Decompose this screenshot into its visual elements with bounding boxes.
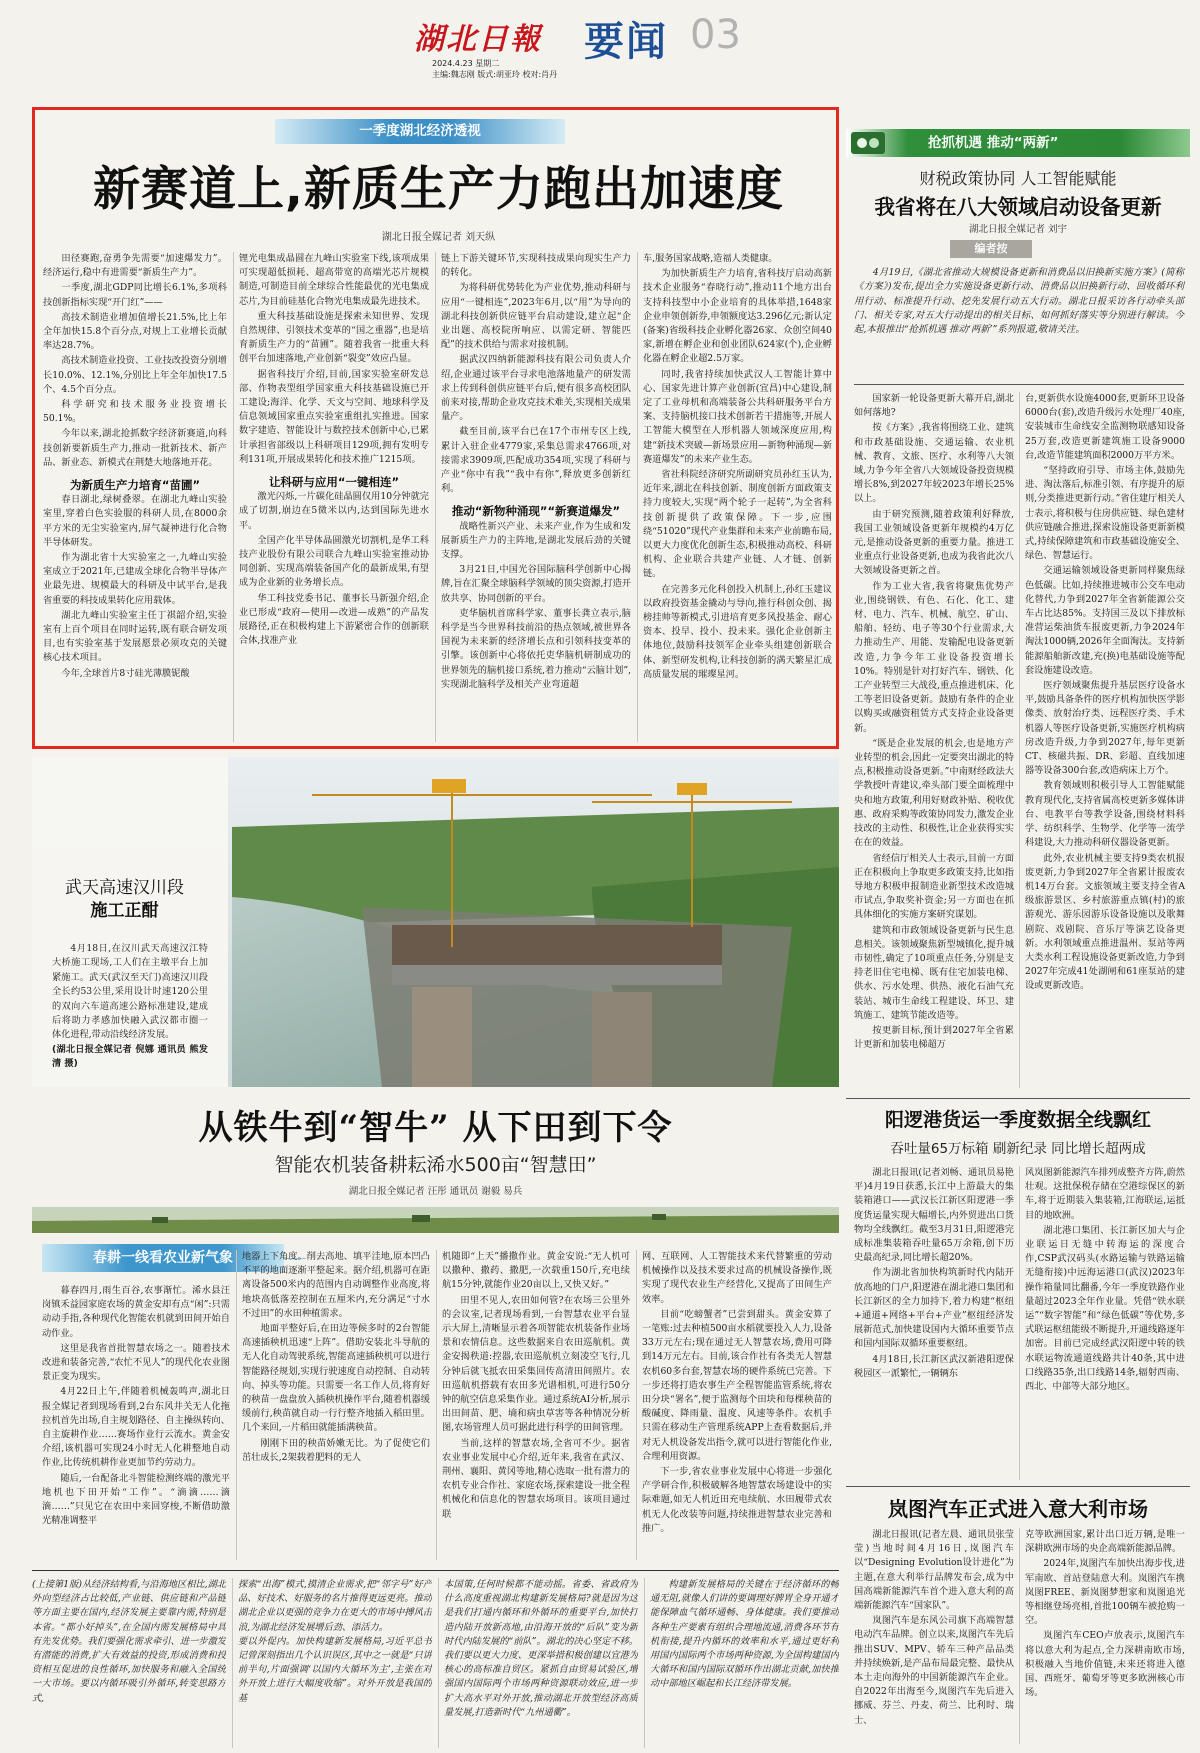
paragraph: 全国产化半导体晶圆激光切割机,是华工科技产业股份有限公司联合九峰山实验室推动协同创新、实现高端装备国产化的最新成果,有望成为企业新的业务增长点。 <box>239 534 429 589</box>
port-column-1 <box>854 1166 1014 1480</box>
article-subheadline: 财税政策协同 人工智能赋能 <box>919 169 1117 188</box>
farm-field-illustration <box>32 1207 839 1233</box>
paragraph: 一季度,湖北GDP同比增长6.1%,多项科技创新指标实现“开门红”—— <box>43 282 227 308</box>
paragraph: 按更新目标,预计到2027年全省累计更新和加装电梯超万 <box>854 1024 1014 1051</box>
paragraph: 由于研究预测,随着政策利好释放,我国工业领域设备更新年规模约4万亿元,是推动设备更新的重要力量。推进工业重点行业设备更新,也成为我省此次八大领域设备更新之首。 <box>854 508 1014 577</box>
column-rule <box>232 1578 233 1748</box>
paragraph: 机随即“上天”播撒作业。黄金安说:“无人机可以撒种、撒药、撒肥,一次载重150斤,充电续航15分钟,就能作业20亩以上,又快又好。” <box>442 1251 630 1291</box>
paragraph: 春日湖北,绿树叠翠。在湖北九峰山实验室里,穿着白色实验服的科研人员,在8000余平方米的无尘实验室内,屏气凝神进行化合物半导体研发。 <box>43 494 227 548</box>
paragraph: 高技术制造业增加值增长21.5%,比上年全年加快15.8个百分点,对规上工业增长贡献率达28.7%。 <box>43 311 227 352</box>
paragraph: 激光闪烁,一片碳化硅晶圆仅用10分钟就完成了切割,崩边在5微米以内,达到国际先进水平。 <box>239 491 429 531</box>
paragraph: 台,更新供水设施4000套,更新环卫设备6000台(套),改造升级污水处理厂40座,安装城市生命线安全监测物联感知设备25万套,改造更新建筑施工设备9000台,改造节能建筑面积2000万平方米。 <box>1025 393 1185 461</box>
paragraph: 为将科研优势转化为产业优势,推动科研与应用“一键相连”,2023年6月,以“用”为导向的湖北科技创新供应链平台启动建设,建立起“企业出题、高校院所响应、以需定研、智能匹配”的技术供给与需求对接机制。 <box>441 282 631 351</box>
editor-note-text: 4月19日,《湖北省推动大规模设备更新和消费品以旧换新实施方案》(简称《方案》)发布,提出全力实施设备更新行动、消费品以旧换新行动、回收循环利用行动、标准提升行动、挖先发展行动五大行动。湖北日报采访各行动牵头部门、相关专家,对五大行动提出的相关目标、如何抓好落实等分别进行解读。今起,本报推出“抢抓机遇 推动‘两新’”系列报道,敬请关注。 <box>854 267 1184 336</box>
column-rule <box>1019 1528 1020 1744</box>
paragraph: 4月22日上午,伴随着机械轰鸣声,湖北日报全媒记者到现场看到,2台东风井关无人化拖拉机首先出场,自主规划路径、自主操纵转向、自主旋耕作业……赛场作业行云流水。黄金安介绍,该机器可实现24小时无人化耕整地自动作业,比传统机耕作业更加节约劳动力。 <box>42 1386 230 1469</box>
divider <box>854 384 1184 385</box>
editor-note-tag: 编者按 <box>950 240 1032 258</box>
paragraph: 湖北日报讯(记者刘畅、通讯员易艳平)4月19日获悉,长江中上游最大的集装箱港口——武汉长江新区阳逻港一季度货运量实现大幅增长,内外贸进出口货物均全线飘红。截至3月31日,阳逻港完成标准集装箱吞吐量65万余箱,创下历史最高纪录,同比增长超20%。 <box>854 1167 1014 1264</box>
paragraph: 作为湖北省加快构筑新时代内陆开放高地的门户,阳逻港在湖北港口集团和长江新区的全力加持下,着力构建“枢纽+通道+网络+平台+产业”枢纽经济发展新范式,加快建设国内大循环重要节点和国内国际双循环重要枢纽。 <box>854 1267 1014 1350</box>
port-column-2 <box>1025 1166 1185 1480</box>
port-story-subheadline: 吞吐量65万标箱 刷新纪录 同比增长超两成 <box>890 1141 1146 1157</box>
paragraph: 网、互联网、人工智能技术来代替繁重的劳动机械操作以及技术要求过高的机械设备操作,既实现了现代农业生产经营化,又提高了田间生产效率。 <box>642 1251 832 1305</box>
paragraph: 据省科技厅介绍,目前,国家实验室研发总部、作物表型组学国家重大科技基础设施已开工建设;海洋、化学、天文与空间、地球科学及信息领域国家重点实验室重组扎实推进。国家数字建造、智能设计与数控技术创新中心,已累计承担省部级以上科研项目129项,拥有发明专利131项,开展成果转化和技术推广1215项。 <box>239 368 429 465</box>
column-rule <box>435 252 436 742</box>
paragraph: 岚图汽车CEO卢放表示,岚图汽车将以意大利为起点,全力深耕南欧市场,积极融入当地价值链,未来还将进入德国、西班牙、葡萄牙等更多欧洲核心市场。 <box>1025 1630 1185 1699</box>
farm-story-byline: 湖北日报全媒记者 汪彤 通讯员 谢毅 易兵 <box>348 1186 523 1197</box>
farm-story-subheadline: 智能农机装备耕耘浠水500亩“智慧田” <box>274 1154 597 1176</box>
paragraph: 田径赛跑,奋勇争先需要“加速爆发力”。经济运行,稳中有进需要“新质生产力”。 <box>43 253 227 279</box>
paragraph: 科学研究和技术服务业投资增长50.1%。 <box>43 399 227 425</box>
farm-column-4 <box>642 1250 832 1560</box>
paragraph: 交通运输领域设备更新同样聚焦绿色低碳。比如,持续推进城市公交车电动化替代,力争到2027年全省新能源公交车占比达85%。支持国三及以下排放标准营运柴油货车报废更新,力争2024年淘汰1000辆,2026年全面淘汰。支持新能源船舶新改建,充(换)电基础设施等配套设施建设改造。 <box>1025 565 1185 676</box>
paragraph: 构建新发展格局的关键在于经济循环的畅通无阻,就像人们讲的要调理好脾胃全身开通才能保障血气循环通畅、身体健康。我们要推动各种生产要素有组织合理地流通,消费各环节有机衔接,提升内循环的效率和水平,通过更好利用国内国际两个市场两种资源,为全国构建国内大循环和国内国际双循环作出湖北贡献,加快推动中部地区崛起和长江经济带发展。 <box>650 1579 839 1690</box>
paragraph: “坚持政府引导、市场主体,鼓励先进、淘汰落后,标准引领、有序提升的原则,分类推进更新行动。”省住建厅相关人士表示,将积极与住房供应链、绿色建材供应链融合推进,探索设施设备更新新模式,持续保障建筑和市政基础设施安全、绿色、智慧运行。 <box>1025 465 1185 562</box>
page-number: 03 <box>690 12 741 58</box>
continuation-column-1 <box>32 1578 226 1748</box>
column-rule <box>436 1250 437 1560</box>
paragraph: 岚图汽车是东风公司旗下高端智慧电动汽车品牌。创立以来,岚图汽车先后推出SUV、MPV、轿车三种产品品类并持续焕新,是产品布局最完整、最快从本土走向海外的中国新能源汽车企业。自2022年出海至今,岚图汽车先后进入挪威、芬兰、丹麦、荷兰、比利时、瑞士、 <box>854 1615 1014 1726</box>
farm-story-headline[interactable]: 从铁牛到“智牛” 从下田到下令 <box>198 1108 673 1148</box>
paragraph: 今年,全球首片8寸硅光薄膜铌酸 <box>61 667 190 679</box>
paragraph: 医疗领域聚焦提升基层医疗设备水平,鼓励具备条件的医疗机构加快医学影像类、放射治疗类、远程医疗类、手术机器人等医疗设备更新,实施医疗机构病房改造升级,力争到2027年,每年更新CT、核磁共振、DR、彩超、直线加速器等设备300台套,改造病床上万个。 <box>1025 680 1185 777</box>
paragraph: 华工科技党委书记、董事长马新强介绍,企业已形成“政府—使用—改进—成熟”的产品发展路径,正在积极构建上下游紧密合作的创新联合体,找准产业 <box>239 592 429 647</box>
continuation-column-2 <box>238 1578 432 1748</box>
paragraph: 随后,一台配备北斗智能检测终端的激光平地机也下田开始“工作”。“滴滴……滴滴……”只见它在农田中来回穿梭,不断借助激光精准调整平 <box>42 1472 230 1527</box>
article-byline: 湖北日报全媒记者 刘宇 <box>968 224 1068 235</box>
column-rule <box>233 252 234 742</box>
paragraph: 省社科院经济研究所副研究员孙红玉认为,近年来,湖北在科技创新、制度创新方面政策支持力度较大,实现“两个轮子一起转”,为全省科技创新提供了政策保障。下一步,应围绕“51020”现代产业集群和未来产业前瞻布局,以更大力度优化创新生态,积极推动高校、科研机构、企业联合共建产业链、人才链、创新链。 <box>643 469 832 580</box>
lead-story-frame <box>32 107 839 749</box>
voyah-story-headline[interactable]: 岚图汽车正式进入意大利市场 <box>888 1497 1148 1521</box>
paragraph: 田里不见人,农田如何管?在农场三公里外的会议室,记者现场看到,一台智慧农业平台显示大屏上,清晰显示着各项智能农机装备作业场景和农情信息。这些数据来自农田巡航机。黄金安揭秩道:控器,农田巡航机立刻凌空飞行,几分钟后就飞抵农田采集回传高清田间照片。农田巡航机搭载有农田多光谱相机,可进行50分钟的航空信息采集作业。通过系统AI分析,展示出田间苗、肥、墒和病虫草害等各种情况分析图,农场管理人员可据此进行科学的田间管理。 <box>442 1294 630 1434</box>
continuation-column-3 <box>444 1578 638 1748</box>
paragraph: 湖北日报讯(记者左晨、通讯员张莹莹)当地时间4月16日,岚图汽车以“Designing Evolution设计进化”为主题,在意大利举行品牌发布会,成为中国高端新能源汽车首个进入意大利的高端新能源汽车“国家队”。 <box>854 1529 1014 1612</box>
paragraph: 截至目前,该平台已在17个市州专区上线,累计入驻企业4779家,采集总需求4766项,对接需求3909项,匹配成功354项,实现了科研与产业“你中有我”“我中有你”,释放更多创新红利。 <box>441 426 631 495</box>
paragraph: 车,服务国家战略,造福人类健康。 <box>643 253 778 264</box>
editor-note <box>854 266 1184 337</box>
photo-title-line: 武天高速汉川段 <box>65 878 184 898</box>
paragraph: 作为工业大省,我省将聚焦优势产业,围绕钢铁、有色、石化、化工、建材、电力、汽车、机械、航空、矿山、船舶、轻纺、电子等30个行业需求,大力推动生产、用能、发输配电设备更新改造,力争今年工业设备投资增长10%。特别是针对打好汽车、钢铁、化工产业转型三大战役,重点推进机床、化工等老旧设备更新。鼓励有条件的企业以购买或融资租赁方式支持企业设备更新。 <box>854 580 1014 734</box>
photo-caption-text: 4月18日,在汉川武天高速汉江特大桥施工现场,工人们在主墩平台上加紧施工。武天(武汉至天门)高速汉川段全长约53公里,采用设计时速120公里的双向六车道高速公路标准建设,建成后将助力孝感加快融入武汉都市圈一体化进程,带动沿线经济发展。 <box>52 943 208 1041</box>
paragraph: 3月21日,中国光谷国际脑科学创新中心揭牌,旨在汇聚全球脑科学领域的顶尖资源,打造开放共享、协同创新的平台。 <box>441 564 631 604</box>
paragraph: 下一步,省农业事业发展中心将进一步强化产学研合作,积极破解各地智慧农场建设中的实际难题,如无人机近田充电续航、水田履带式农机无人化改装等问题,持续推进智慧农业完善和推广。 <box>642 1466 832 1534</box>
paragraph: 地面平整好后,在田边等候多时的2台智能高速插秧机迅速“上阵”。借助安装北斗导航的无人化自动驾驶系统,智能高速插秧机可以进行智能路径规划,实现行驶速度自动控制、自动转向、掉头等功能。只需要一名工作人员,将育好的秧苗一盘盘放入插秧机操作平台,随着机器缓缓前行,秧苗就自动一行行整齐地插入稻田里。几个来回,一片稻田就能插满秧苗。 <box>242 1323 430 1434</box>
equipment-column-1 <box>854 392 1014 1088</box>
section-title: 要闻 <box>584 19 668 65</box>
farm-column-2 <box>242 1250 430 1560</box>
subheading: 为新质生产力培育“苗圃” <box>69 478 201 493</box>
lead-story-headline[interactable]: 新赛道上,新质生产力跑出加速度 <box>93 162 784 217</box>
column-rule <box>1019 1166 1020 1480</box>
photo-credit: (湖北日报全媒记者 倪娜 通讯员 熊发清 摄) <box>52 1043 208 1070</box>
paragraph: 这里是我省首批智慧农场之一。随着技术改进和装备完善,“农忙不见人”的现代化农业图景正变为现实。 <box>42 1342 230 1383</box>
photo-title <box>32 877 217 923</box>
paragraph: 4月18日,长江新区武汉新港阳逻保税园区一派繁忙,一辆辆东 <box>854 1353 1014 1379</box>
paragraph: 此外,农业机械主要支持9类农机报废更新,力争到2027年全省累计报废农机14万台套。文旅领域主要支持全省A级旅游景区、乡村旅游重点镇(村)的旅游观光、游乐园游乐设备设施以及歌舞剧院、戏剧院、音乐厅等演艺设备更新。水利领域重点推进温州、泵站等两大类水利工程设施设备更新改造,力争到2027年完成41处湖闸和61座泵站的建设或更新改造。 <box>1025 852 1185 992</box>
paragraph: 暮春四月,雨生百谷,农事渐忙。浠水县汪岗镇禾益园家庭农场的黄金安却有点“闲”:只需动动手指,各种现代化智能农机就到田间开始自动作业。 <box>42 1285 230 1339</box>
paragraph: 建筑和市政领域设备更新与民生息息相关。该领域聚焦新型城镇化,提升城市韧性,确定了10项重点任务,分别是支持老旧住宅电梯、既有住宅加装电梯、供水、污水处理、供热、液化石油气充装站、城市生命线工程建设、环卫、建筑施工、建筑节能改造等。 <box>854 924 1014 1021</box>
paragraph: (上接第1版)从经济结构看,与沿海地区相比,湖北外向型经济占比较低,产业链、供应链和产品链等方面主要在国内,经济发展主要靠内需,特别是本省。“都小好掉头”,在全国内需发展格局中具有先发优势。我们要强化需求牵引、进一步激发有潜能的消费,扩大有效益的投资,形成消费和投资相互促进的良性循环,加快服务和融入全国统一大市场。要以内循环吸引外循环,转变思路方式, <box>32 1579 226 1704</box>
series-kicker-label: 抢抓机遇 推动“两新” <box>928 135 1059 151</box>
column-rule <box>1019 392 1020 1088</box>
paragraph: “既是企业发展的机会,也是地方产业转型的机会,因此一定要突出湖北的特点,积极推动设备更新。”中南财经政法大学教授叶青建议,牵头部门要全面梳理中央和地方政策,利用好财政补贴、税收优惠、政府采购等政策协同发力,激发企业技改的主动性、积极性,让企业获得实实在在的效益。 <box>854 737 1014 849</box>
photo-caption <box>52 942 208 1072</box>
column-rule <box>637 252 638 742</box>
farm-column-1 <box>42 1284 230 1560</box>
port-story-headline[interactable]: 阳逻港货运一季度数据全线飘红 <box>884 1109 1151 1131</box>
series-banner: 春耕一线看农业新气象 <box>42 1244 284 1272</box>
lead-story-kicker: 一季度湖北经济透视 <box>275 119 565 144</box>
column-rule <box>236 1250 237 1560</box>
editor-credits: 主编:魏志刚 版式:胡亚玲 校对:肖丹 <box>432 70 558 79</box>
paragraph: 按《方案》,我省将围绕工业、建筑和市政基础设施、交通运输、农业机械、教育、文旅、医疗、水利等八大领域,力争今年全省八大领域设备投资规模增长8%,到2027年较2023年增长25%以上。 <box>854 422 1014 505</box>
photo-title-line: 施工正酣 <box>90 901 159 921</box>
divider <box>846 1486 1190 1487</box>
paragraph: 探索“出海”模式,摸清企业需求,把“邻字号”好产品、好技术、好服务的名片推得更远更亮。推动湖北企业以更强的竞争力在更大的市场中搏风击浪,为湖北经济发展增后劲、添活力。 要以外促内。加快构建新发展格局,习近平总书记曾深刻指出几个认识误区,其中之一就是“只讲前半句,片面强调‘以国内大循环为主’,主张在对外开放上进行大幅度收缩”。对外开放是我国的基 <box>238 1579 432 1704</box>
farm-column-3 <box>442 1250 630 1560</box>
paragraph: 本国策,任何时候都不能动摇。省委、省政府为什么高度重视湖北构建新发展格局?就是因为这是我们打通内循环和外循环的重要平台,加快打造内陆开放新高地,由沿海开放的“后队”变为新时代内陆发展的“前队”。湖北的决心坚定不移。我们要以更大力度、更深举措积极创建以宜港为核心的高标准自贸区。紧抓自由贸易试验区,增强国内国际两个市场两种资源联动效应,进一步扩大高水平对外开放,推动湖北开放型经济高质量发展,打造新时代“九州通衢”。 <box>444 1579 638 1718</box>
article-headline[interactable]: 我省将在八大领域启动设备更新 <box>874 195 1162 219</box>
voyah-column-2 <box>1025 1528 1185 1744</box>
newspaper-logo[interactable]: 湖北日報 <box>414 22 542 57</box>
paragraph: 锂光电集成晶圆在九峰山实验室下线,该项成果可实现超低损耗、超高带宽的高端光芯片规模制造,可制造目前全球综合性能最优的光电集成芯片,为目前硅基化合物光电集成最先进技术。 <box>239 253 429 307</box>
masthead <box>18 4 1182 82</box>
paragraph: 重大科技基础设施是探索未知世界、发现自然规律、引领技术变革的“国之重器”,也是培育新质生产力的“苗圃”。随着我省一批重大科创平台加速落地,产业创新“裂变”效应凸显。 <box>239 310 429 365</box>
series-kicker <box>846 129 1190 157</box>
paragraph: 今年以来,湖北抢抓数字经济新赛道,向科技创新要新质生产力,推动一批新技术、新产品、新业态、新模式在荆楚大地落地开花。 <box>43 428 227 468</box>
equipment-column-2 <box>1025 392 1185 1088</box>
paragraph: 为加快新质生产力培育,省科技厅启动高新技术企业服务“春晓行动”,推动11个地方出台支持科技型中小企业培育的具体举措,1648家企业申领创新券,申领额度达3.296亿元;新认定(备案)省级科技企业孵化器26家、众创空间40家,新增在孵企业和创业团队624家(个),企业孵化器在孵企业超2.5万家。 <box>643 268 832 365</box>
paragraph: 高技术制造业投资、工业技改投资分别增长10.0%、12.1%,分别比上年全年加快17.5个、4.5个百分点。 <box>43 355 227 395</box>
farm-field-photo[interactable] <box>32 1207 839 1233</box>
masthead-info <box>432 58 557 80</box>
voyah-column-1 <box>854 1528 1014 1744</box>
paragraph: 刚刚下田的秧苗娇嫩无比。为了促使它们茁壮成长,2架载着肥料的无人 <box>242 1437 430 1463</box>
paragraph: 链上下游关键环节,实现科技成果向现实生产力的转化。 <box>441 253 631 279</box>
lead-column-3 <box>441 252 631 742</box>
paragraph: 同时,我省持续加快武汉人工智能计算中心、国家先进计算产业创新(宜昌)中心建设,制定了工业母机和高端装备公共科研服务平台方案、支持脑机接口技术创新若干措施等,开展人工智能大模型在人形机器人领域深度应用,构建“新技术突破—新场景应用—新物种涌现—新赛道爆发”的未来产业生态。 <box>643 368 832 465</box>
lead-column-4 <box>643 252 832 742</box>
paragraph: 2024年,岚图汽车加快出海步伐,进军南欧、首站登陆意大利。岚图汽车携岚图FREE、新岚图梦想家和岚图追光等相继登场亮相,首批100辆车被抢购一空。 <box>1025 1558 1185 1627</box>
column-rule <box>636 1250 637 1560</box>
lead-story-byline: 湖北日报全媒记者 刘天纵 <box>381 232 496 243</box>
paragraph: 在完善多元化科创投入机制上,孙红玉建议以政府投资基金撬动与导向,推行科创众创、揭榜挂帅等新模式,引进培育更多风投基金、耐心资本、投早、投小、投未来。强化企业创新主体地位,鼓励科技领军企业牵头组建创新联合体、新型研发机构,让科技创新的满天繁星汇成高质量发展的璀璨星河。 <box>643 583 832 680</box>
paragraph: 作为湖北省十大实验室之一,九峰山实验室成立于2021年,已建成全球化合物半导体产业最先进、规模最大的科研及中试平台,是我省重要的科技成果转化应用载体。 <box>43 552 227 606</box>
column-rule <box>438 1578 439 1748</box>
paragraph: 风岚图新能源汽车排列成整齐方阵,蔚然壮观。这批保税存储在空港综保区的新车,将于近期装入集装箱,江海联运,运抵目的地欧洲。 <box>1025 1167 1185 1221</box>
paragraph: 国家新一轮设备更新大幕开启,湖北如何落地? <box>854 393 1014 419</box>
divider <box>32 1570 839 1571</box>
handshake-icon <box>850 131 886 155</box>
continuation-column-4 <box>650 1578 839 1748</box>
paragraph: 省经信厅相关人士表示,目前一方面正在积极向上争取更多政策支持,比如指导地方积极申报制造业新型技术改造城市试点,争取奖补资金;另一方面也在抓具体细化的实施方案研究谋划。 <box>854 852 1014 921</box>
lead-column-2 <box>239 252 429 742</box>
paragraph: 战略性新兴产业、未来产业,作为生成和发展新质生产力的主阵地,是湖北发展后劲的关键支撑。 <box>441 520 631 561</box>
lead-column-1 <box>43 252 227 742</box>
paragraph: 吏华脑机首席科学家、董事长龚立表示,脑科学是当今世界科技前沿的热点领域,被世界各国视为未来新的经济增长点和引领科技变革的引擎。该创新中心将依托吏华脑机研制成功的世界领先的脑机接口系统,着力推动“云脑计划”,实现湖北脑科学及相关产业弯道超 <box>441 607 631 690</box>
subheading: 让科研与应用“一键相连” <box>268 475 400 490</box>
paragraph: 当前,这样的智慧农场,全省可不少。据省农业事业发展中心介绍,近年来,我省在武汉、荆州、襄阳、黄冈等地,精心选取一批有潜力的农机专业合作社、家庭农场,探索建设一批全程机械化和信息化的智慧农场项目。该项目通过联 <box>442 1437 630 1520</box>
paragraph: 克等欧洲国家,累计出口近万辆,是唯一深耕欧洲市场的央企高端新能源品牌。 <box>1025 1529 1185 1555</box>
paragraph: 据武汉四纳新能源科技有限公司负责人介绍,企业通过该平台寻求电池落地量产的研发需求上传到科创供应链平台后,便有很多高校团队前来对接,帮助企业攻克技术难关,实现相关成果量产。 <box>441 354 631 423</box>
column-rule <box>644 1578 645 1748</box>
divider <box>846 1098 1190 1099</box>
subheading: 推动“新物种涌现”“新赛道爆发” <box>451 504 621 519</box>
paragraph: 教育领域则积极引导人工智能赋能教育现代化,支持省属高校更新多媒体讲台、电教平台等教学设备,围绕材料科学、纺织科学、生物学、化学等一流学科建设,大力推动科研仪器设备更新。 <box>1025 780 1185 849</box>
paragraph: 地器上下角度。削去高地、填平洼地,原本凹凸不平的地面逐渐平整起来。据介绍,机器可在距离设备500米内的范围内自动调整作业高度,将地块高低落差控制在五厘米内,充分满足“寸水不过田”的水田种植需求。 <box>242 1251 430 1319</box>
issue-date: 2024.4.23 星期二 <box>432 59 500 68</box>
paragraph: 湖北九峰山实验室主任丁祺韶介绍,实验室有上百个项目在同时运转,既有联合研发项目,也有实验室基于发展愿景必须攻克的关键核心技术项目。 <box>43 609 227 664</box>
paragraph: 目前“吃螃蟹者”已尝到甜头。黄金安算了一笔账:过去种植500亩水稻就要投入人力,设备33万元左右;现在通过无人智慧农场,费用可降到14万元左右。目前,该合作社有各类无人智慧农机60多台套,智慧农场的硬件系统已完善。下一步还将打造农事生产全程智能监管系统,将农田分块“署名”,便于监测每个田块和每棵秧苗的酸碱度、降雨量、温度、风速等条件。农机手只需在移动生产管理系统APP上查看数据后,并对无人机设备发出指令,就可以进行智能化作业,合理利用资源。 <box>642 1308 832 1462</box>
paragraph: 湖北港口集团、长江新区加大与企业联运日无缝中转海运的深度合作,CSP武汉码头(水路运输与铁路运输无缝衔接)中远海运港口(武汉)2023年操作箱量同比翻番,今年一季度铁路作业量超过2023全年作业量。凭借“铁水联运”“数字智能”和“绿色低碳”等优势,多式联运枢纽能级不断提升,开通线路逐年加密。目前已完成经武汉阳逻中转的铁水联运物流通道线路共计40条,其中进口线路35条,出口线路14条,辐射西南、西北、中部等大部分地区。 <box>1025 1224 1185 1393</box>
